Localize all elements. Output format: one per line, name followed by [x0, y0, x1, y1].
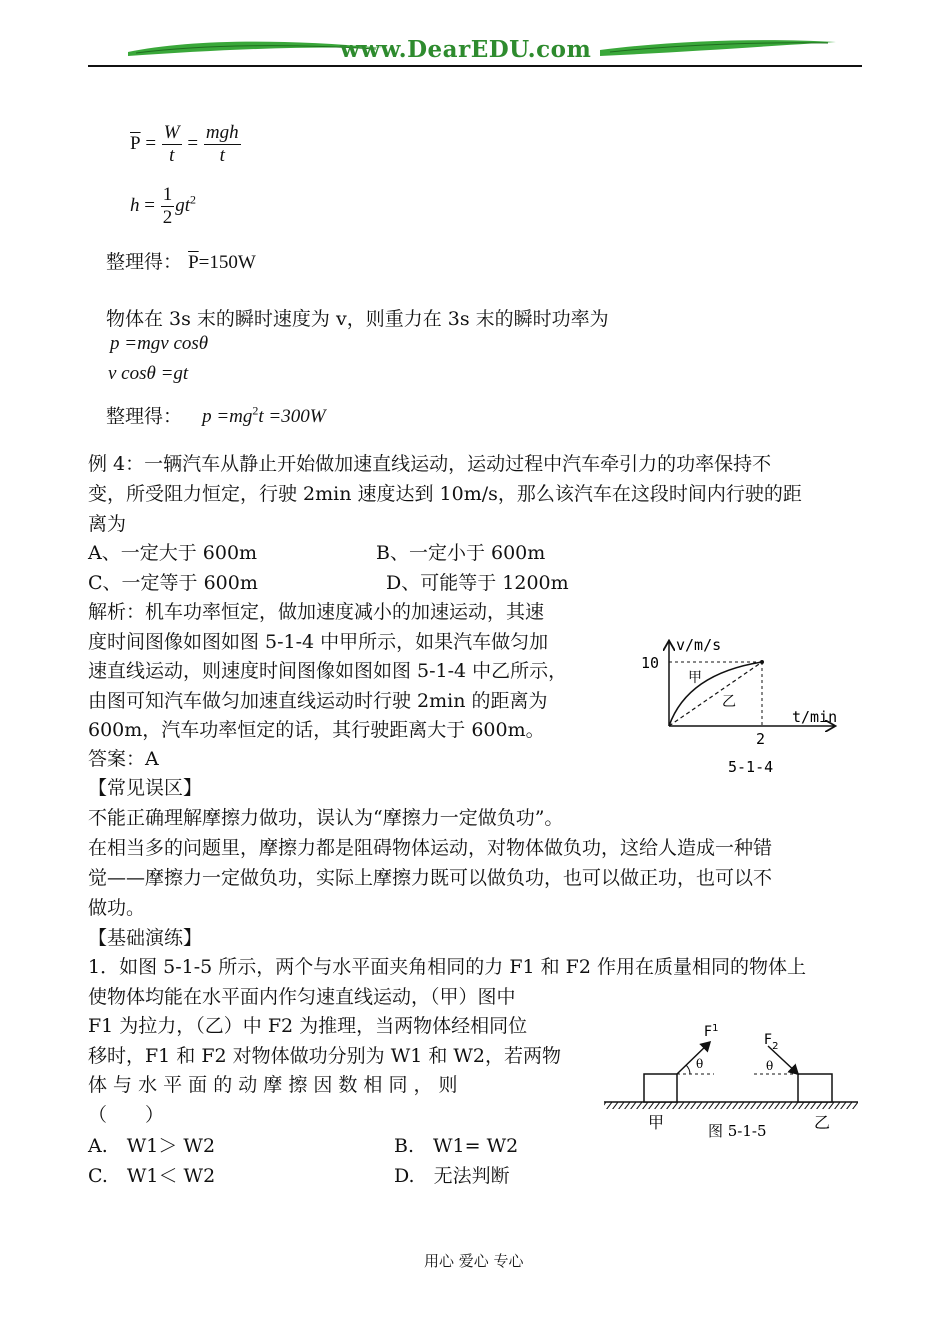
result-instant-power: 整理得： $p =mg^2t =300W$	[106, 404, 326, 428]
f1-theta-label: θ	[696, 1057, 704, 1071]
mistakes-line2: 在相当多的问题里，摩擦力都是阻碍物体运动，对物体做负功，这给人造成一种错	[88, 837, 773, 859]
label-jia: 甲	[648, 1113, 665, 1132]
example4-analysis-line3: 速直线运动，则速度时间图像如图如图 5-1-4 中乙所示，	[88, 660, 568, 682]
example4-answer: 答案：A	[88, 748, 159, 770]
example4-q-line1: 例 4：一辆汽车从静止开始做加速直线运动，运动过程中汽车牵引力的功率保持不	[88, 453, 772, 475]
example4-analysis-line5: 600m，汽车功率恒定的话，其行驶距离大于 600m。	[88, 719, 545, 741]
example4-analysis-line1: 解析：机车功率恒定，做加速度减小的加速运动，其速	[88, 601, 545, 623]
basics-q1-line5: 体 与 水 平 面 的 动 摩 擦 因 数 相 同 ， 则	[88, 1074, 458, 1096]
block-jia	[644, 1074, 677, 1102]
site-logo-text: www.DearEDU.com	[340, 36, 592, 63]
label-yi: 乙	[814, 1113, 831, 1132]
f2-theta-label: θ	[766, 1059, 774, 1073]
mistakes-title: 【常见误区】	[88, 777, 203, 799]
formula-instant-power: p =mgv cosθ	[110, 333, 209, 354]
basics-option-b: B. W1= W2	[394, 1135, 519, 1157]
force-f1-arrow	[677, 1042, 710, 1074]
example4-analysis-line4: 由图可知汽车做匀加速直线运动时行驶 2min 的距离为	[88, 690, 548, 712]
formula-height: h = $\frac{1}{2}$ $gt^2$	[130, 184, 196, 228]
mistakes-line1: 不能正确理解摩擦力做功，误认为“摩擦力一定做负功”。	[88, 807, 564, 829]
basics-option-d: D. 无法判断	[394, 1165, 510, 1187]
basics-q1-line4: 移时，F1 和 F2 对物体做功分别为 W1 和 W2，若两物	[88, 1045, 562, 1067]
graph-caption: 5-1-4	[728, 758, 774, 776]
header-banner	[88, 30, 862, 70]
basics-q1-line3: F1 为拉力，（乙）中 F2 为推理，当两物体经相同位	[88, 1015, 528, 1037]
graph-x-tick-label: 2	[756, 730, 766, 748]
result-avg-power: 整理得： $\overline{P}=150W$	[106, 251, 256, 273]
example4-option-a: A、一定大于 600m	[88, 542, 258, 564]
block-yi	[798, 1074, 832, 1102]
graph-label-jia: 甲	[688, 670, 702, 686]
graph-line-yi	[669, 662, 762, 726]
basics-option-a: A. W1＞ W2	[88, 1135, 216, 1157]
graph-xlabel: t/min	[792, 708, 838, 726]
basics-q1-line6: （ ）	[88, 1104, 165, 1126]
ground-hatch	[604, 1102, 858, 1109]
basics-q1-line1: 1．如图 5-1-5 所示，两个与水平面夹角相同的力 F1 和 F2 作用在质量相同的物体上	[88, 956, 806, 978]
graph-y-tick-label: 10	[641, 654, 660, 672]
example4-analysis-line2: 度时间图像如图如图 5-1-4 中甲所示，如果汽车做匀加	[88, 631, 549, 653]
header-rule	[88, 65, 862, 67]
leaf-swoosh-right	[598, 34, 838, 64]
graph-label-yi: 乙	[722, 694, 736, 710]
figure-5-1-5-force-diagram	[600, 1014, 864, 1144]
example4-option-b: B、一定小于 600m	[376, 542, 546, 564]
figure-caption: 图 5-1-5	[708, 1122, 767, 1140]
example4-option-d: D、可能等于 1200m	[386, 572, 569, 594]
basics-title: 【基础演练】	[88, 927, 203, 949]
instant-power-text: 物体在 3s 末的瞬时速度为 v，则重力在 3s 末的瞬时功率为	[106, 308, 609, 330]
example4-q-line2: 变，所受阻力恒定，行驶 2min 速度达到 10m/s，那么该汽车在这段时间内行驶的距	[88, 483, 802, 505]
example4-q-line3: 离为	[88, 513, 127, 535]
example4-option-c: C、一定等于 600m	[88, 572, 258, 594]
basics-option-c: C. W1＜ W2	[88, 1165, 216, 1187]
basics-q1-line2: 使物体均能在水平面内作匀速直线运动，（甲）图中	[88, 986, 516, 1008]
mistakes-line4: 做功。	[88, 897, 146, 919]
graph-ylabel: v/m/s	[676, 636, 722, 654]
f2-label: $F_2$	[764, 1032, 779, 1052]
footer-text: 用心 爱心 专心	[424, 1252, 524, 1270]
formula-velocity: v cosθ =gt	[108, 363, 189, 384]
formula-avg-power: $\overline{P}$ = $\frac{W}{t}$ = $\frac{\text{mgh}}{t}$	[130, 122, 239, 166]
figure-5-1-4-vt-graph	[636, 630, 846, 780]
mistakes-line3: 觉——摩擦力一定做负功，实际上摩擦力既可以做负功，也可以做正功，也可以不	[88, 867, 773, 889]
f1-label: $F^1$	[704, 1023, 719, 1040]
f1-angle-arc	[686, 1065, 690, 1074]
graph-end-point	[760, 660, 764, 664]
